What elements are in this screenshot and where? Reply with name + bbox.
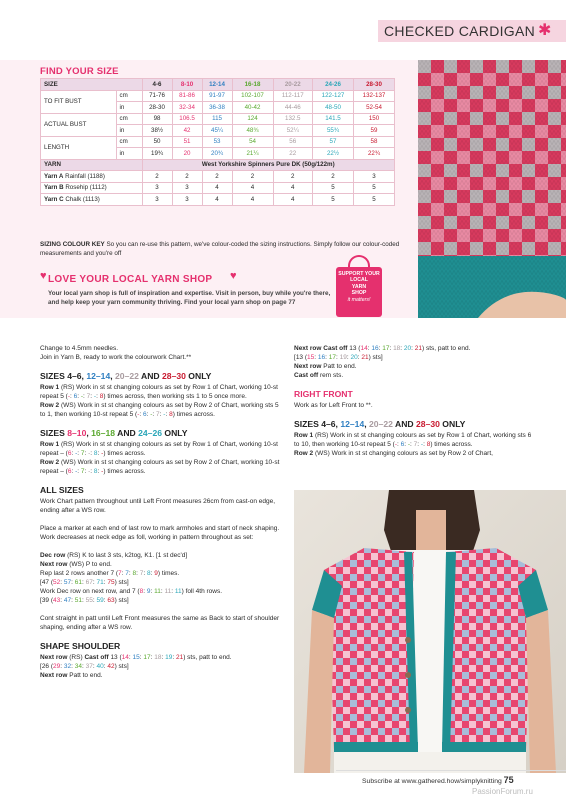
table-row — [41, 90, 395, 102]
instruction-text: Join in Yarn B, ready to work the colourwork Chart.** — [40, 354, 192, 361]
row-instruction: Rep last 2 rows another 7 (7: 7: 8: 7: 8: 9) times. — [40, 570, 180, 577]
table-cell: 48¾ — [232, 125, 273, 137]
table-cell: 21¼ — [232, 148, 273, 160]
yarn-name: West Yorkshire Spinners Pure DK (50g/122m) — [142, 159, 394, 171]
model-photo — [294, 490, 566, 773]
table-cell: 36-38 — [202, 102, 232, 114]
yarn-label: Yarn A Rainfall (1188) — [41, 171, 143, 183]
row-instruction: Next row (WS) P to end. — [40, 561, 112, 568]
table-cell: 58 — [353, 136, 394, 148]
stitch-count: [47 (52: 57: 61: 67: 71: 75) sts] — [40, 579, 129, 586]
row-unit: in — [116, 148, 142, 160]
table-cell: 2 — [232, 171, 273, 183]
table-cell: 141.5 — [313, 113, 354, 125]
instruction-text: Change to 4.5mm needles. — [40, 345, 119, 352]
table-cell: 4 — [202, 194, 232, 206]
row-instruction: Row 2 (WS) Work in st st changing colours as set by Row 2 of Chart, working 10-st repeat – (6: -: 7: -: 8: -) times across. — [40, 459, 280, 475]
yarn-row — [41, 182, 395, 194]
section-heading: SIZES 4–6, 12–14, 20–22 AND 28–30 ONLY — [294, 419, 466, 429]
yarn-label: Yarn C Chalk (1113) — [41, 194, 143, 206]
yarn-row — [41, 194, 395, 206]
row-unit: cm — [116, 113, 142, 125]
pattern-column-right — [294, 344, 534, 458]
bag-body: SUPPORT YOUR LOCAL YARN SHOP it matters! — [336, 267, 382, 317]
row-unit: cm — [116, 90, 142, 102]
table-cell: 102-107 — [232, 90, 273, 102]
table-cell: 112-117 — [273, 90, 313, 102]
table-cell: 132.5 — [273, 113, 313, 125]
table-cell: 5 — [353, 194, 394, 206]
row-instruction: Row 2 (WS) Work in st st changing colours as set by Row 2 of Chart, working sts 5 to 1, then working 10-st repeat 5 (-: 6: -: 7: -: 8) times across. — [40, 402, 279, 418]
stitch-count: [26 (29: 32: 34: 37: 40: 42) sts] — [40, 663, 129, 670]
row-instruction: Next row Cast off 13 (14: 16: 17: 18: 20: 21) sts, patt to end. — [294, 345, 471, 352]
table-cell: 55¾ — [313, 125, 354, 137]
instruction-text: Cont straight in patt until Left Front measures the same as Back to start of shoulder shaping, ending after a WS row. — [40, 615, 280, 631]
local-yarn-text: Your local yarn shop is full of inspiration and expertise. Visit in person, buy while you're there, and help keep your yarn community thriving. Find your local yarn shop on page 77 — [48, 290, 331, 306]
yarn-header: YARN — [41, 159, 143, 171]
table-cell: 52¼ — [273, 125, 313, 137]
table-cell: 22 — [273, 148, 313, 160]
table-cell: 91-97 — [202, 90, 232, 102]
table-header-row — [41, 79, 395, 91]
pattern-column-left — [40, 344, 283, 680]
page-title: CHECKED CARDIGAN — [384, 23, 536, 39]
row-label: TO FIT BUST — [41, 90, 117, 113]
table-cell: 2 — [142, 171, 172, 183]
table-row — [41, 113, 395, 125]
yarn-header-row — [41, 159, 395, 171]
table-cell: 3 — [142, 194, 172, 206]
table-cell: 3 — [142, 182, 172, 194]
table-cell: 20 — [172, 148, 202, 160]
find-your-size-title: FIND YOUR SIZE — [40, 66, 119, 77]
table-cell: 4 — [273, 194, 313, 206]
table-cell: 5 — [353, 182, 394, 194]
table-cell: 51 — [172, 136, 202, 148]
table-cell: 2 — [273, 171, 313, 183]
local-yarn-title: LOVE YOUR LOCAL YARN SHOP — [48, 274, 213, 285]
table-row — [41, 136, 395, 148]
table-cell: 98 — [142, 113, 172, 125]
table-cell: 115 — [202, 113, 232, 125]
row-instruction: Row 1 (RS) Work in st st changing colours as set by Row 1 of Chart, working sts 6 to 10, then working 10-st repeat 5 (-: 6: -: 7: -: 8) times across. — [294, 432, 532, 448]
stitch-count: [13 (15: 16: 17: 19: 20: 21) sts] — [294, 354, 383, 361]
row-unit: in — [116, 102, 142, 114]
table-cell: 81-86 — [172, 90, 202, 102]
table-cell: 2 — [313, 171, 354, 183]
table-cell: 40-42 — [232, 102, 273, 114]
table-cell: 106.5 — [172, 113, 202, 125]
table-cell: 19¾ — [142, 148, 172, 160]
row-instruction: Next row Patt to end. — [40, 672, 103, 679]
table-cell: 20¾ — [202, 148, 232, 160]
section-heading: ALL SIZES — [40, 485, 84, 495]
table-cell: 2 — [202, 171, 232, 183]
row-unit: cm — [116, 136, 142, 148]
table-cell: 132-137 — [353, 90, 394, 102]
table-cell: 50 — [142, 136, 172, 148]
row-instruction: Work Dec row on next row, and 7 (8: 9: 11: 11: 11) foll 4th rows. — [40, 588, 223, 595]
row-instruction: Row 1 (RS) Work in st st changing colours as set by Row 1 of Chart, working 10-st repeat 5 (-: 6: -: 7: -: 8) times across, then working sts 1 to 5 once more. — [40, 384, 278, 400]
table-cell: 22½ — [313, 148, 354, 160]
star-icon: ✱ — [538, 22, 552, 39]
row-instruction: Next row Patt to end. — [294, 363, 357, 370]
instruction-text: Work as for Left Front to **. — [294, 402, 373, 409]
table-cell: 48-50 — [313, 102, 354, 114]
table-cell: 3 — [353, 171, 394, 183]
table-cell: 122-127 — [313, 90, 354, 102]
size-header: SIZE — [41, 79, 143, 91]
table-cell: 124 — [232, 113, 273, 125]
heart-icon: ♥ — [40, 270, 47, 282]
row-label: ACTUAL BUST — [41, 113, 117, 136]
section-heading: SIZES 4–6, 12–14, 20–22 AND 28–30 ONLY — [40, 371, 212, 381]
row-instruction: Dec row (RS) K to last 3 sts, k2tog, K1. [1 st dec'd] — [40, 552, 188, 559]
table-cell: 32-34 — [172, 102, 202, 114]
table-cell: 5 — [313, 182, 354, 194]
table-cell: 2 — [172, 171, 202, 183]
section-heading: SIZES 8–10, 16–18 AND 24–26 ONLY — [40, 428, 188, 438]
subscribe-link[interactable]: Subscribe at www.gathered.how/simplyknitting — [362, 778, 502, 785]
section-heading: SHAPE SHOULDER — [40, 641, 121, 651]
row-instruction: Next row (RS) Cast off 13 (14: 15: 17: 18: 19: 21) sts, patt to end. — [40, 654, 232, 661]
knit-closeup-photo — [418, 60, 566, 318]
heart-icon: ♥ — [230, 270, 237, 282]
row-unit: in — [116, 125, 142, 137]
footer-divider — [336, 770, 566, 771]
size-col: 16-18 — [232, 79, 273, 91]
table-cell: 150 — [353, 113, 394, 125]
table-cell: 45¼ — [202, 125, 232, 137]
size-table — [40, 78, 395, 206]
size-col: 4-6 — [142, 79, 172, 91]
row-instruction: Cast off rem sts. — [294, 372, 344, 379]
yarn-shop-bag-badge — [336, 255, 382, 317]
size-col: 12-14 — [202, 79, 232, 91]
instruction-text: Work Chart pattern throughout until Left Front measures 26cm from cast-on edge, ending after a WS row. — [40, 498, 276, 514]
table-cell: 22¾ — [353, 148, 394, 160]
size-col: 8-10 — [172, 79, 202, 91]
table-cell: 56 — [273, 136, 313, 148]
watermark: PassionForum.ru — [472, 787, 533, 796]
page-footer — [362, 775, 514, 785]
row-label: LENGTH — [41, 136, 117, 159]
table-cell: 5 — [313, 194, 354, 206]
yarn-label: Yarn B Rosehip (1112) — [41, 182, 143, 194]
size-col: 20-22 — [273, 79, 313, 91]
sizing-colour-key: SIZING COLOUR KEY So you can re-use this pattern, we've colour-coded the sizing instructions. Simply follow our colour-coded measurements and you're off — [40, 241, 400, 257]
table-cell: 59 — [353, 125, 394, 137]
row-instruction: Row 1 (RS) Work in st st changing colours as set by Row 1 of Chart, working 10-st repeat – (6: -: 7: -: 8: -) times across. — [40, 441, 278, 457]
size-col: 28-30 — [353, 79, 394, 91]
table-cell: 4 — [202, 182, 232, 194]
cardigan-model-image — [294, 490, 566, 773]
table-cell: 4 — [273, 182, 313, 194]
table-cell: 38½ — [142, 125, 172, 137]
section-heading: RIGHT FRONT — [294, 389, 353, 399]
table-cell: 52-54 — [353, 102, 394, 114]
table-cell: 54 — [232, 136, 273, 148]
stitch-count: [39 (43: 47: 51: 55: 59: 63) sts] — [40, 597, 129, 604]
table-cell: 4 — [232, 182, 273, 194]
row-instruction: Row 2 (WS) Work in st st changing colours as set by Row 2 of Chart, — [294, 450, 493, 457]
table-cell: 3 — [172, 182, 202, 194]
page-number: 75 — [503, 775, 514, 785]
table-cell: 28-30 — [142, 102, 172, 114]
yarn-row — [41, 171, 395, 183]
instruction-text: Place a marker at each end of last row to mark armholes and start of neck shaping. Work decreases at neck edge as foll, working in pattern throughout as set: — [40, 525, 280, 541]
table-cell: 71-76 — [142, 90, 172, 102]
table-cell: 53 — [202, 136, 232, 148]
gingham-swatch-image — [418, 60, 566, 318]
table-cell: 42 — [172, 125, 202, 137]
table-cell: 57 — [313, 136, 354, 148]
table-cell: 3 — [172, 194, 202, 206]
size-col: 24-26 — [313, 79, 354, 91]
table-cell: 4 — [232, 194, 273, 206]
table-cell: 44-46 — [273, 102, 313, 114]
